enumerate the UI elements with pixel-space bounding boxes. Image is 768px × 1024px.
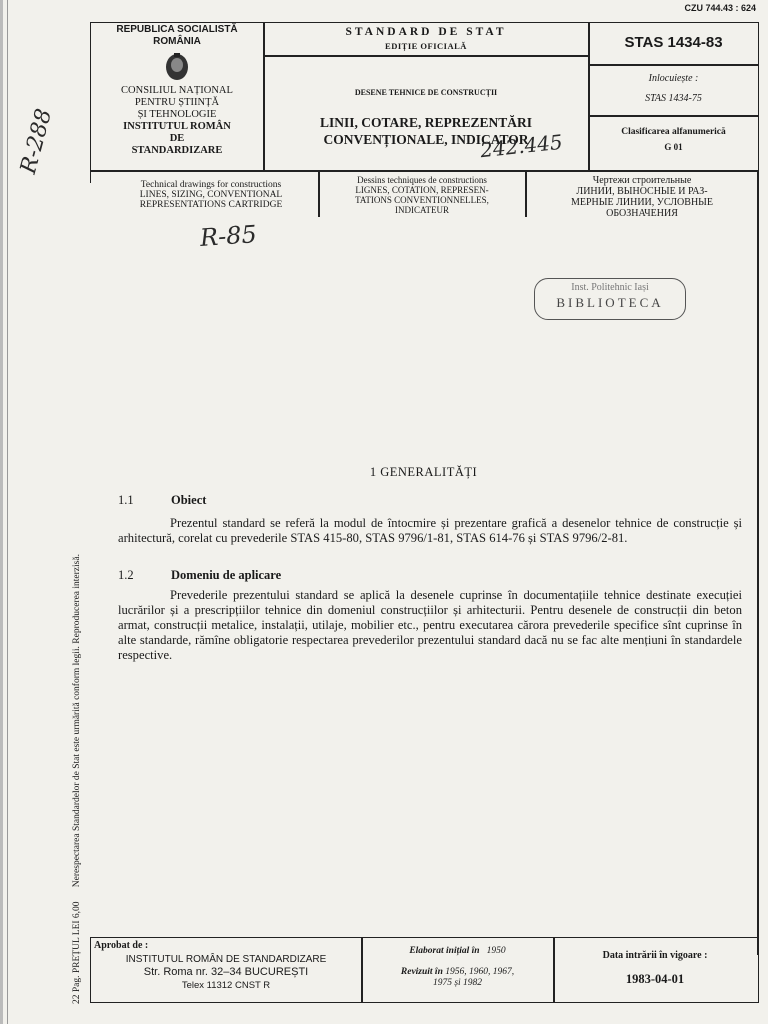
council-name: CONSILIUL NAȚIONAL PENTRU ȘTIINȚĂ ȘI TEHNOLOGIE	[121, 85, 233, 120]
margin-handwriting: R-288	[16, 106, 58, 177]
section-2-text: Prevederile prezentului standard se aplică la desenele cuprinse în documentațiile tehnice destinate execuției lucrărilor și a prescripțiilor tehnice din domeniul construcțiilor și arhitecturii. Pentru desenele de construcții din beton armat, construcții metalice, instalații, utilaje, mobilier etc., pentru executarea cărora prevederile specifice sînt cuprinse în alte standarde, rămîne obligatorie respectarea prevederilor prezentului standard dacă nu se fac alte mențiuni în standardele respective.	[118, 588, 742, 662]
country-name: REPUBLICA SOCIALISTĂ ROMÂNIA	[116, 24, 238, 47]
revised-info: Revizuit în 1956, 1960, 1967, 1975 și 1982	[400, 967, 515, 988]
approved-label: Aprobat de :	[94, 940, 149, 951]
handwritten-ref: R-85	[199, 220, 258, 252]
stamp-library: BIBLIOTECA	[556, 295, 664, 310]
coat-of-arms-icon	[164, 52, 190, 82]
standard-code: STAS 1434-83	[624, 34, 723, 51]
replaces-label: Inlocuiește :	[648, 73, 699, 84]
section-1-title: Obiect	[171, 493, 207, 507]
handwritten-note: 242.445	[478, 129, 564, 163]
approved-by: INSTITUTUL ROMÂN DE STANDARDIZARE Str. Roma nr. 32–34 BUCUREȘTI Telex 11312 CNST R	[125, 954, 327, 991]
section-2-number: 1.2	[118, 568, 134, 582]
edition-label: EDIȚIE OFICIALĂ	[385, 41, 467, 51]
standard-label: STANDARD DE STAT	[345, 26, 507, 38]
institute-name: INSTITUTUL ROMÂN DE STANDARDIZARE	[123, 121, 231, 156]
classification-value: G 01	[664, 142, 683, 152]
english-title: Technical drawings for constructions LINES, SIZING, CONVENTIONAL REPRESENTATIONS CARTRIDGE	[139, 180, 283, 210]
section-heading: 1 GENERALITĂȚI	[369, 465, 478, 479]
library-stamp	[534, 278, 686, 320]
elaborated-info: Elaborat inițial în 1950	[409, 946, 506, 956]
effective-label: Data intrării în vigoare :	[602, 950, 708, 961]
russian-title: Чертежи строительные ЛИНИИ, ВЫНОСНЫЕ И РАЗ- МЕРНЫЕ ЛИНИИ, УСЛОВНЫЕ ОБОЗНАЧЕНИЯ	[570, 175, 713, 219]
replaces-value: STAS 1434-75	[645, 93, 702, 104]
stamp-institution: Inst. Politehnic Iași	[571, 282, 649, 293]
side-legal-text: 22 Pag. PREȚUL LEI 6,00 Nerespectarea Standardelor de Stat este urmărită conform legii. Reproducerea interzisă.	[72, 554, 82, 1004]
czu-code: CZU 744.43 : 624	[684, 3, 756, 13]
section-2-title: Domeniu de aplicare	[171, 568, 282, 582]
document-title: LINII, COTARE, REPREZENTĂRI CONVENȚIONALE, INDICATOR	[319, 115, 533, 147]
section-1-number: 1.1	[118, 493, 134, 507]
effective-date: 1983-04-01	[625, 972, 685, 986]
section-1-text: Prezentul standard se referă la modul de întocmire și prezentare grafică a desenelor tehnice de construcție și arhitectură, corelat cu prevederile STAS 415-80, STAS 9796/1-81, STAS 614-76 și STAS 9796/2-81.	[118, 516, 742, 545]
french-title: Dessins techniques de constructions LIGNES, COTATION, REPRESEN- TATIONS CONVENTIONNELLES, INDICATEUR	[355, 175, 489, 215]
classification-label: Clasificarea alfanumerică	[621, 127, 726, 137]
subject: DESENE TEHNICE DE CONSTRUCȚII	[354, 88, 498, 97]
